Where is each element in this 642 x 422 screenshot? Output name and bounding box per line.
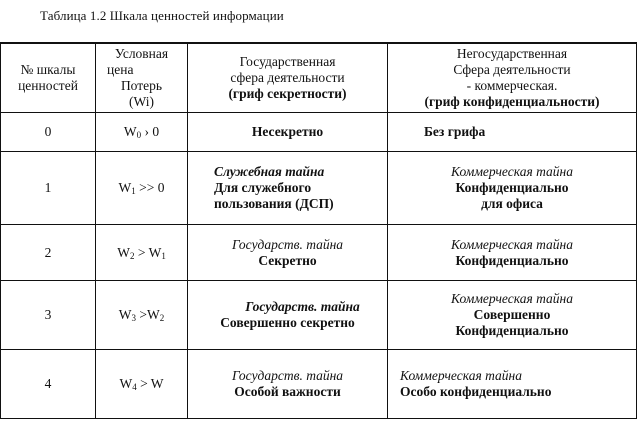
price-w: W [118, 307, 132, 322]
header-line: (гриф конфиденциальности) [424, 94, 600, 109]
classification-line: Конфиденциально [455, 180, 569, 195]
government-classification [188, 113, 388, 152]
header-loss-price [96, 43, 188, 113]
header-line: Негосударственная [456, 46, 568, 61]
commercial-classification [388, 113, 637, 152]
classification-line: Государств. тайна [231, 236, 344, 252]
value-scale-table [0, 42, 637, 419]
header-line: (гриф секретности) [228, 86, 347, 101]
header-line: ценностей [18, 78, 78, 93]
price-relation: > W [136, 376, 164, 391]
price-subscript: 0 [136, 130, 142, 140]
classification-line: Без грифа [424, 124, 486, 139]
classification-line: для офиса [481, 196, 543, 211]
classification-line: Коммерческая тайна [400, 368, 522, 383]
header-line: Государственная [239, 54, 336, 69]
header-line: - коммерческая. [466, 78, 558, 93]
header-line: № шкалы [20, 62, 76, 77]
price-subscript: 4 [132, 382, 137, 392]
classification-line: Коммерческая тайна [451, 236, 573, 252]
price-relation: >> 0 [135, 180, 165, 195]
classification-line: Государств. тайна [245, 299, 360, 314]
price-subscript: 1 [131, 186, 136, 196]
government-classification [188, 152, 388, 225]
price-w: W [117, 244, 130, 260]
loss-price [96, 281, 188, 350]
price-relation: › 0 [141, 124, 160, 139]
header-line: сфера деятельности [230, 70, 345, 85]
commercial-classification [388, 225, 637, 281]
price-w: W [118, 180, 132, 195]
header-line: Потерь [120, 78, 163, 93]
table-row [1, 152, 637, 225]
classification-line: Совершенно секретно [220, 315, 355, 330]
government-classification [188, 350, 388, 419]
classification-line: Конфиденциально [455, 252, 569, 268]
price-subscript: 2 [159, 313, 165, 323]
classification-line: Особой важности [234, 384, 341, 399]
table-row [1, 350, 637, 419]
commercial-classification [388, 350, 637, 419]
scale-number: 2 [1, 225, 96, 281]
table-header-row [1, 43, 637, 113]
government-classification [188, 225, 388, 281]
commercial-classification [388, 152, 637, 225]
table-row [1, 113, 637, 152]
classification-line: Для служебного [214, 180, 312, 195]
loss-price [96, 225, 188, 281]
classification-line: Конфиденциально [455, 323, 569, 338]
header-line: Сфера деятельности [453, 62, 571, 77]
classification-line: Особо конфиденциально [400, 384, 552, 399]
price-relation: > [136, 307, 147, 322]
price-w: W [147, 307, 160, 322]
classification-line: Государств. тайна [231, 368, 344, 383]
header-line: цена [107, 62, 134, 77]
table-caption: Таблица 1.2 Шкала ценностей информации [40, 8, 284, 23]
loss-price [96, 350, 188, 419]
scale-number: 3 [1, 281, 96, 350]
table-row [1, 281, 637, 350]
government-classification [188, 281, 388, 350]
price-subscript: 2 [129, 250, 135, 261]
classification-line: Коммерческая тайна [451, 291, 573, 306]
classification-line: Несекретно [251, 124, 324, 139]
header-scale-number [1, 43, 96, 113]
header-line: (Wi) [129, 94, 154, 109]
scale-number: 4 [1, 350, 96, 419]
classification-line: Служебная тайна [214, 164, 325, 179]
price-subscript: 1 [161, 250, 166, 261]
price-w: W [148, 244, 162, 260]
price-subscript: 3 [131, 313, 136, 323]
price-w: W [119, 376, 133, 391]
loss-price [96, 152, 188, 225]
commercial-classification [388, 281, 637, 350]
price-relation: > [134, 244, 149, 260]
classification-line: Совершенно [473, 307, 551, 322]
header-line: Условная [114, 46, 169, 61]
classification-line: пользования (ДСП) [214, 196, 334, 211]
scale-number: 1 [1, 152, 96, 225]
price-w: W [123, 124, 137, 139]
classification-line: Секретно [258, 252, 317, 268]
classification-line: Коммерческая тайна [451, 164, 573, 179]
scale-number: 0 [1, 113, 96, 152]
table-row [1, 225, 637, 281]
header-government-sphere [188, 43, 388, 113]
loss-price [96, 113, 188, 152]
header-commercial-sphere [388, 43, 637, 113]
